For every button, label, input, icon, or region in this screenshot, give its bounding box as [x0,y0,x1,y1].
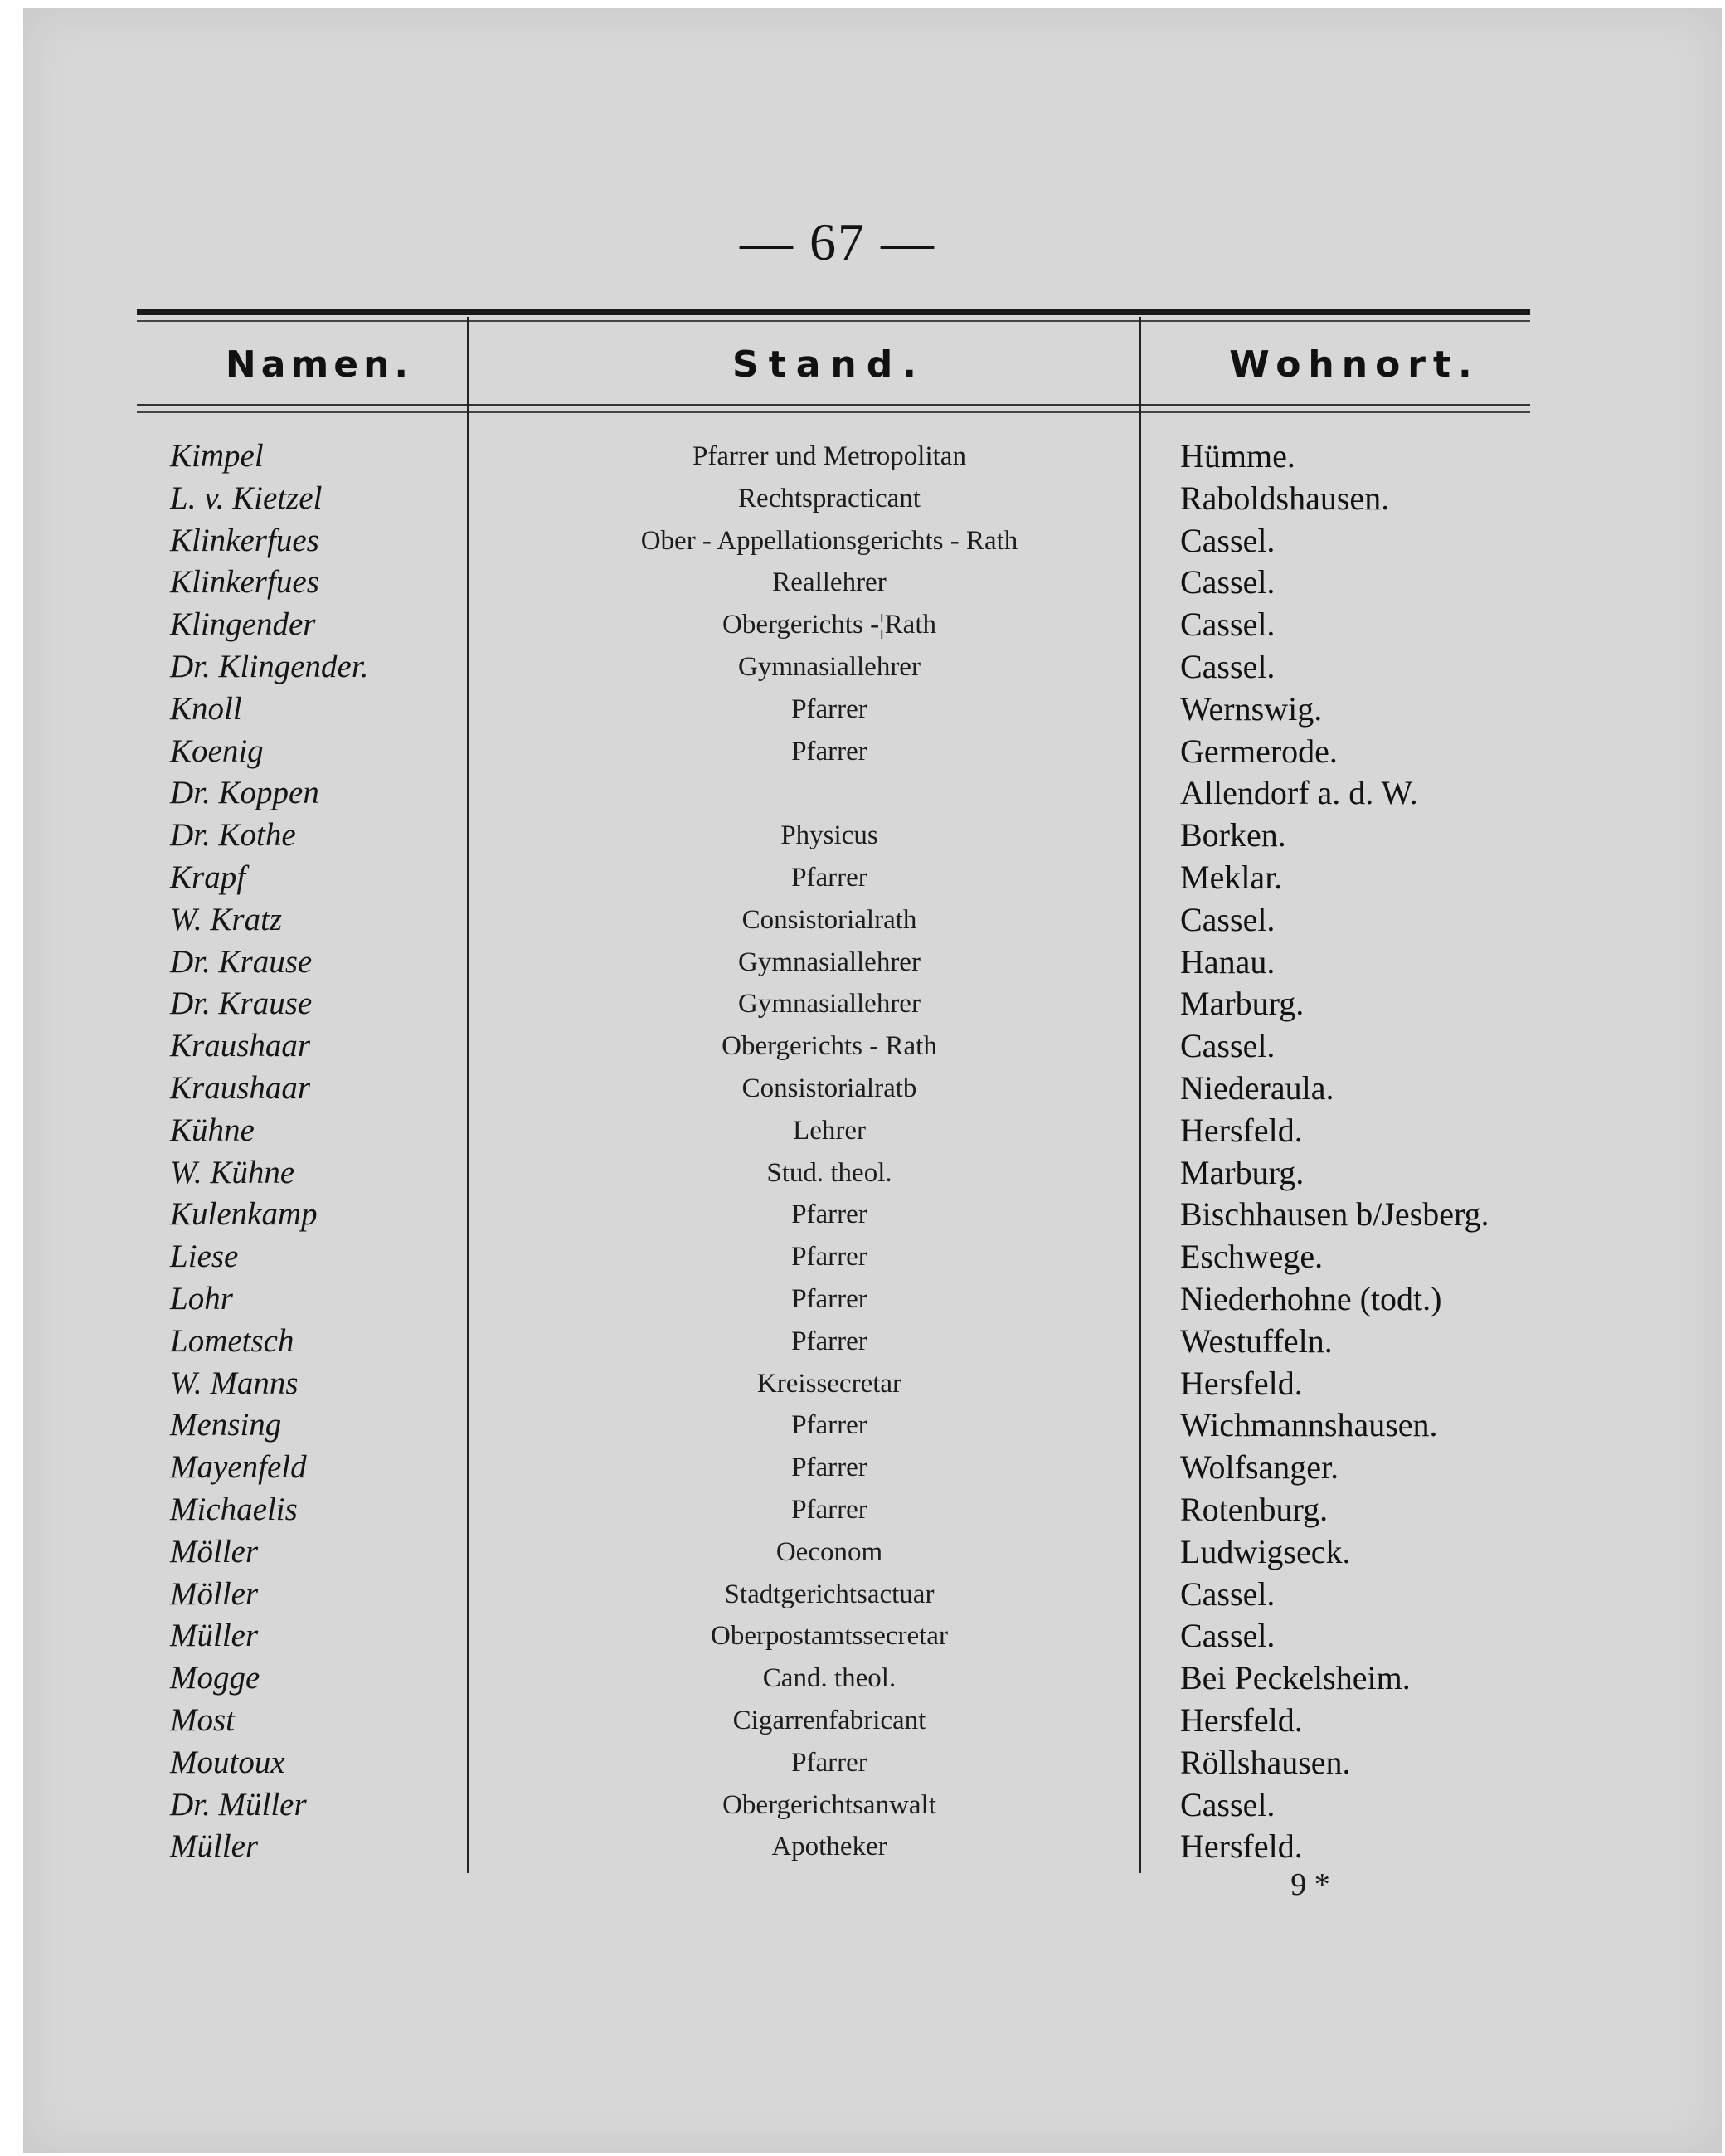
stand-cell: Stud. theol. [766,1158,892,1188]
wohnort-cell: Cassel. [1180,522,1276,559]
wohnort-cell: Bei Peckelsheim. [1180,1659,1411,1696]
name-cell: Kraushaar [170,1028,311,1063]
stand-cell: Obergerichts -¦Rath [722,610,936,640]
header-stand: Stand. [732,343,926,386]
wohnort-cell: Allendorf a. d. W. [1180,774,1418,811]
stand-cell: Pfarrer [791,863,867,893]
table-row [0,689,1725,730]
table-row [0,1826,1725,1867]
name-cell: Möller [170,1576,259,1612]
wohnort-cell: Germerode. [1180,732,1338,770]
wohnort-cell: Röllshausen. [1180,1744,1351,1781]
table-row [0,1363,1725,1404]
name-cell: Kimpel [170,438,264,474]
table-row [0,1278,1725,1320]
stand-cell: Gymnasiallehrer [738,989,921,1019]
stand-cell: Lehrer [793,1116,866,1146]
signature-mark: 9 * [1290,1867,1330,1902]
wohnort-cell: Cassel. [1180,901,1276,938]
stand-cell: Oeconom [775,1537,883,1567]
stand-cell: Consistorialratb [741,1073,917,1103]
wohnort-cell: Hersfeld. [1180,1701,1303,1739]
name-cell: Kulenkamp [170,1196,318,1232]
stand-cell: Pfarrer [791,1242,867,1272]
stand-cell: Consistorialrath [741,905,917,935]
wohnort-cell: Borken. [1180,816,1286,854]
name-cell: Moutoux [170,1745,285,1780]
wohnort-cell: Wichmannshausen. [1180,1406,1438,1443]
table-row [0,604,1725,645]
stand-cell: Pfarrer und Metropolitan [692,441,966,471]
name-cell: Dr. Kothe [170,817,296,853]
wohnort-cell: Marburg. [1180,985,1305,1022]
table-row [0,1321,1725,1362]
name-cell: Klinkerfues [170,564,319,600]
name-cell: Dr. Krause [170,986,313,1021]
header-wohnort: Wohnort. [1229,343,1480,386]
name-cell: Most [170,1702,235,1738]
page-number: — 67 — [740,212,935,271]
table-row [0,1574,1725,1615]
table-row [0,1152,1725,1194]
wohnort-cell: Cassel. [1180,606,1276,643]
table-row [0,942,1725,983]
name-cell: Mayenfeld [170,1449,307,1485]
wohnort-cell: Cassel. [1180,1575,1276,1613]
name-cell: W. Kühne [170,1155,295,1190]
stand-cell: Pfarrer [791,1326,867,1356]
stand-cell: Obergerichtsanwalt [722,1790,936,1820]
wohnort-cell: Cassel. [1180,1027,1276,1064]
name-cell: Mensing [170,1407,282,1443]
name-cell: Müller [170,1828,259,1864]
table-row [0,983,1725,1024]
table-row [0,1447,1725,1488]
name-cell: Dr. Müller [170,1787,307,1823]
name-cell: Klingender [170,606,316,642]
table-row [0,1025,1725,1067]
name-cell: Lohr [170,1281,233,1316]
wohnort-cell: Meklar. [1180,859,1283,896]
stand-cell: Cand. theol. [762,1663,897,1693]
stand-cell: Apotheker [771,1832,887,1862]
stand-cell [498,772,1161,814]
name-cell: Klinkerfues [170,523,319,558]
table-row [0,1404,1725,1446]
stand-cell: Pfarrer [791,1284,867,1314]
table-row [0,1236,1725,1278]
stand-cell: Pfarrer [791,1410,867,1440]
name-cell: Dr. Klingender. [170,649,369,684]
table-row [0,1657,1725,1699]
wohnort-cell: Cassel. [1180,1617,1276,1654]
name-cell: Möller [170,1534,259,1570]
name-cell: W. Manns [170,1365,299,1401]
stand-cell: Rechtspracticant [738,484,921,513]
name-cell: W. Kratz [170,902,283,937]
table-row [0,815,1725,856]
name-cell: Dr. Krause [170,944,313,980]
table-row [0,1110,1725,1151]
name-cell: Michaelis [170,1492,298,1527]
name-cell: Dr. Koppen [170,775,319,810]
stand-cell: Reallehrer [772,567,887,597]
stand-cell: Pfarrer [791,1453,867,1482]
name-cell: Mogge [170,1660,260,1696]
header-namen: Namen. [225,343,414,386]
stand-cell: Ober - Appellationsgerichts - Rath [640,526,1018,556]
stand-cell: Pfarrer [791,1200,867,1229]
stand-cell: Gymnasiallehrer [738,947,921,977]
table-row [0,1068,1725,1109]
wohnort-cell: Hanau. [1180,943,1276,981]
wohnort-cell: Eschwege. [1180,1238,1324,1275]
table-row [0,1742,1725,1784]
wohnort-cell: Hersfeld. [1180,1112,1303,1149]
wohnort-cell: Wolfsanger. [1180,1448,1339,1486]
stand-cell: Pfarrer [791,1748,867,1778]
wohnort-cell: Cassel. [1180,1786,1276,1823]
wohnort-cell: Hersfeld. [1180,1827,1303,1865]
table-row [0,1531,1725,1573]
wohnort-cell: Ludwigseck. [1180,1533,1351,1570]
table-row [0,772,1725,814]
stand-cell: Gymnasiallehrer [738,652,921,682]
name-cell: Knoll [170,691,242,727]
table-row [0,1784,1725,1826]
wohnort-cell: Niederaula. [1180,1069,1334,1107]
table-row [0,1615,1725,1657]
name-cell: Müller [170,1618,259,1653]
stand-cell: Kreissecretar [756,1369,902,1399]
table-row [0,1700,1725,1741]
stand-cell: Pfarrer [791,694,867,724]
wohnort-cell: Hersfeld. [1180,1365,1303,1402]
name-cell: Koenig [170,733,264,769]
wohnort-cell: Niederhohne (todt.) [1180,1280,1442,1317]
wohnort-cell: Wernswig. [1180,690,1323,728]
name-cell: Liese [170,1239,239,1274]
wohnort-cell: Cassel. [1180,648,1276,685]
name-cell: Krapf [170,859,246,895]
name-cell: L. v. Kietzel [170,480,323,516]
wohnort-cell: Rotenburg. [1180,1491,1329,1528]
stand-cell: Stadtgerichtsactuar [724,1579,935,1609]
name-cell: Lometsch [170,1323,294,1359]
stand-cell: Pfarrer [791,737,867,767]
wohnort-cell: Hümme. [1180,437,1295,475]
name-cell: Kühne [170,1112,255,1148]
name-cell: Kraushaar [170,1070,311,1106]
stand-cell: Physicus [780,820,878,850]
table-row [0,899,1725,941]
table-row [0,731,1725,772]
wohnort-cell: Cassel. [1180,563,1276,601]
table-row [0,436,1725,477]
wohnort-cell: Bischhausen b/Jesberg. [1180,1195,1489,1233]
wohnort-cell: Raboldshausen. [1180,479,1390,517]
stand-cell: Pfarrer [791,1495,867,1525]
table-row [0,1194,1725,1235]
wohnort-cell: Westuffeln. [1180,1322,1333,1360]
table-row [0,520,1725,562]
table-row [0,478,1725,519]
stand-cell: Obergerichts - Rath [722,1031,937,1061]
wohnort-cell: Marburg. [1180,1154,1305,1191]
stand-cell: Cigarrenfabricant [732,1706,926,1735]
table-row [0,646,1725,688]
stand-cell: Oberpostamtssecretar [711,1621,948,1651]
table-row [0,562,1725,603]
table-row [0,1489,1725,1531]
table-row [0,857,1725,898]
